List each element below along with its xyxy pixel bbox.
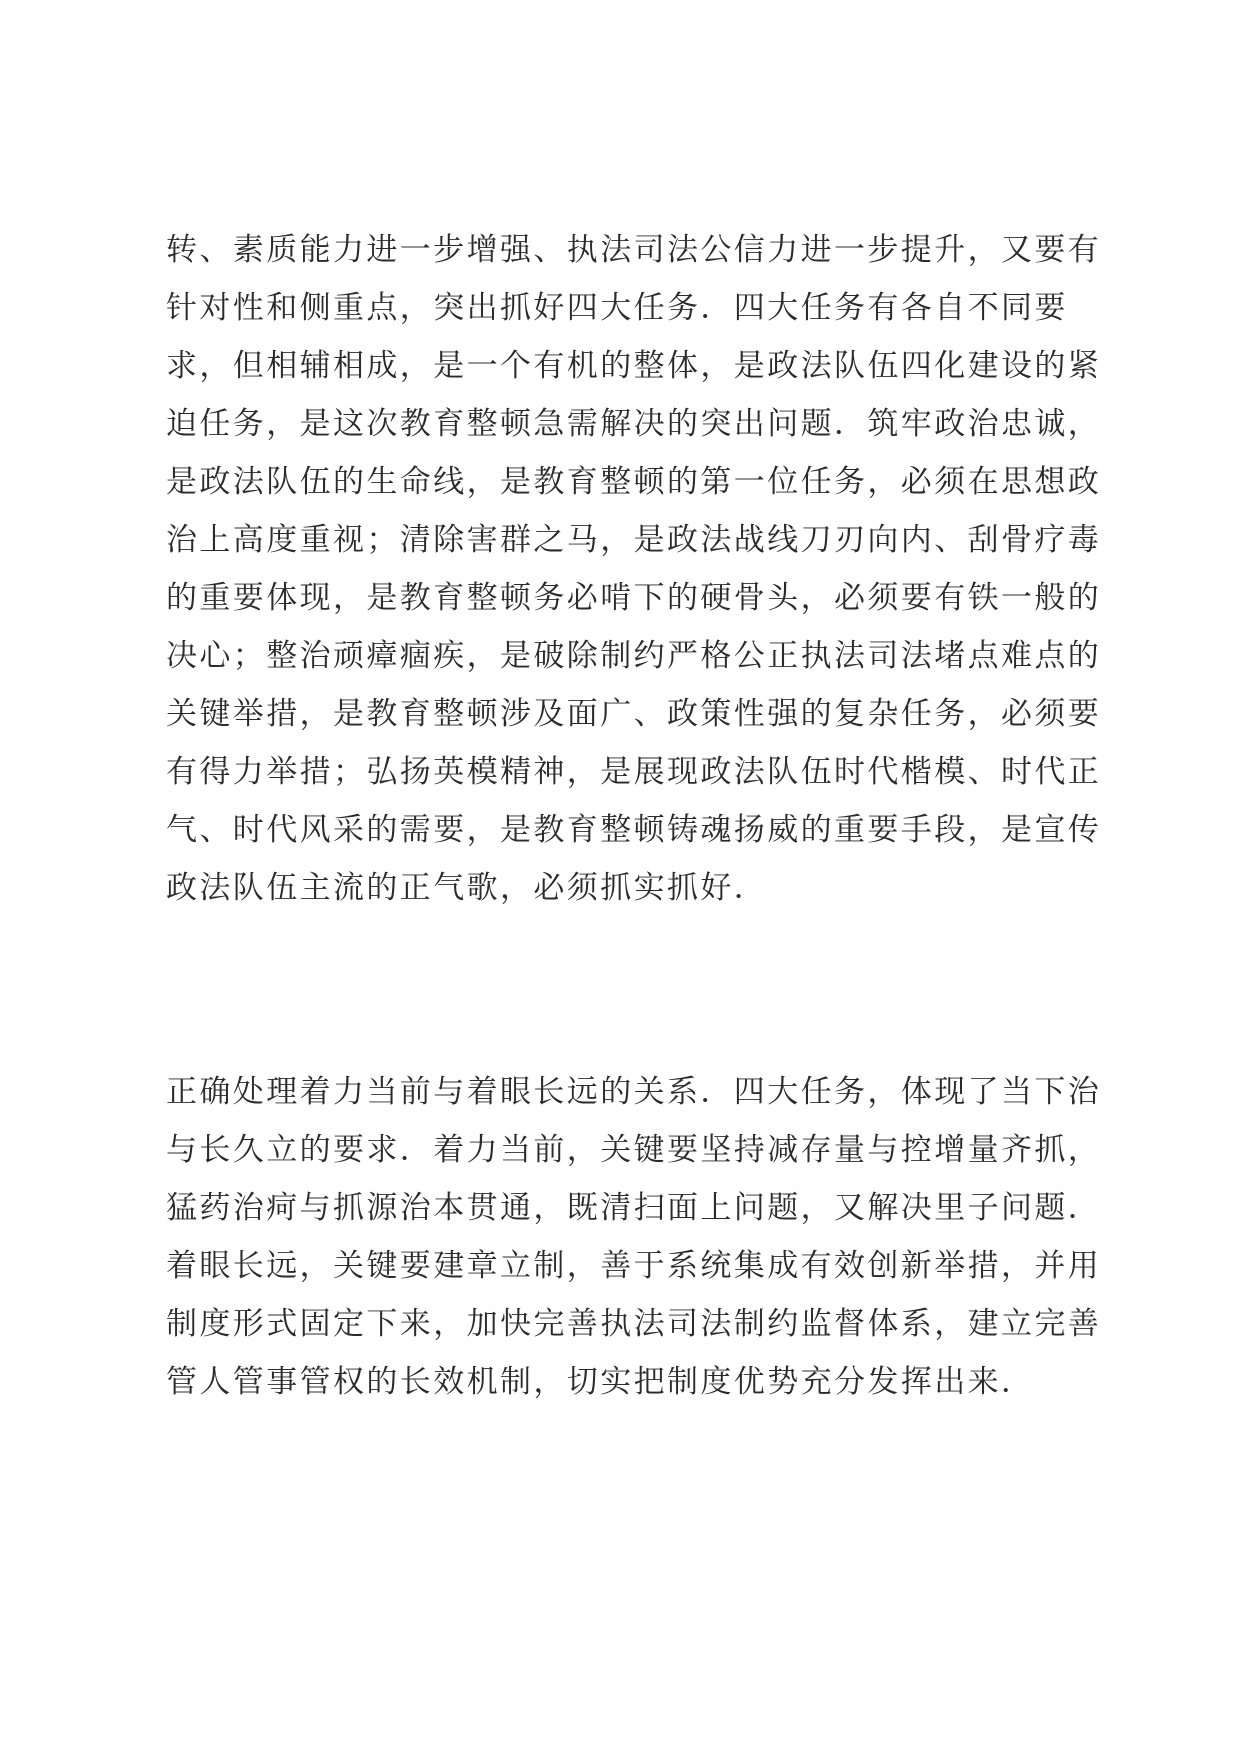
text-line: 政法队伍主流的正气歌，必须抓实抓好． xyxy=(166,870,768,906)
text-line: 治上高度重视；清除害群之马，是政法战线刀刃向内、刮骨疗毒 xyxy=(166,522,1102,558)
text-line: 是政法队伍的生命线，是教育整顿的第一位任务，必须在思想政 xyxy=(166,464,1102,500)
text-line: 转、素质能力进一步增强、执法司法公信力进一步提升，又要有 xyxy=(166,232,1102,268)
text-line: 关键举措，是教育整顿涉及面广、政策性强的复杂任务，必须要 xyxy=(166,696,1102,732)
text-line: 制度形式固定下来，加快完善执法司法制约监督体系，建立完善 xyxy=(166,1306,1102,1342)
text-line: 迫任务，是这次教育整顿急需解决的突出问题．筑牢政治忠诚， xyxy=(166,406,1102,442)
paragraph-four-tasks xyxy=(166,221,1102,917)
text-line: 管人管事管权的长效机制，切实把制度优势充分发挥出来． xyxy=(166,1364,1035,1400)
text-line: 正确处理着力当前与着眼长远的关系．四大任务，体现了当下治 xyxy=(166,1074,1102,1110)
text-line: 猛药治疴与抓源治本贯通，既清扫面上问题，又解决里子问题． xyxy=(166,1190,1102,1226)
paragraph-current-vs-long-term xyxy=(166,1063,1102,1411)
text-line: 有得力举措；弘扬英模精神，是展现政法队伍时代楷模、时代正 xyxy=(166,754,1102,790)
text-line: 求，但相辅相成，是一个有机的整体，是政法队伍四化建设的紧 xyxy=(166,348,1102,384)
text-line: 与长久立的要求．着力当前，关键要坚持减存量与控增量齐抓， xyxy=(166,1132,1102,1168)
text-line: 着眼长远，关键要建章立制，善于系统集成有效创新举措，并用 xyxy=(166,1248,1102,1284)
text-line: 决心；整治顽瘴痼疾，是破除制约严格公正执法司法堵点难点的 xyxy=(166,638,1102,674)
text-line: 的重要体现，是教育整顿务必啃下的硬骨头，必须要有铁一般的 xyxy=(166,580,1102,616)
text-line: 气、时代风采的需要，是教育整顿铸魂扬威的重要手段，是宣传 xyxy=(166,812,1102,848)
text-line: 针对性和侧重点，突出抓好四大任务．四大任务有各自不同要 xyxy=(166,290,1068,326)
